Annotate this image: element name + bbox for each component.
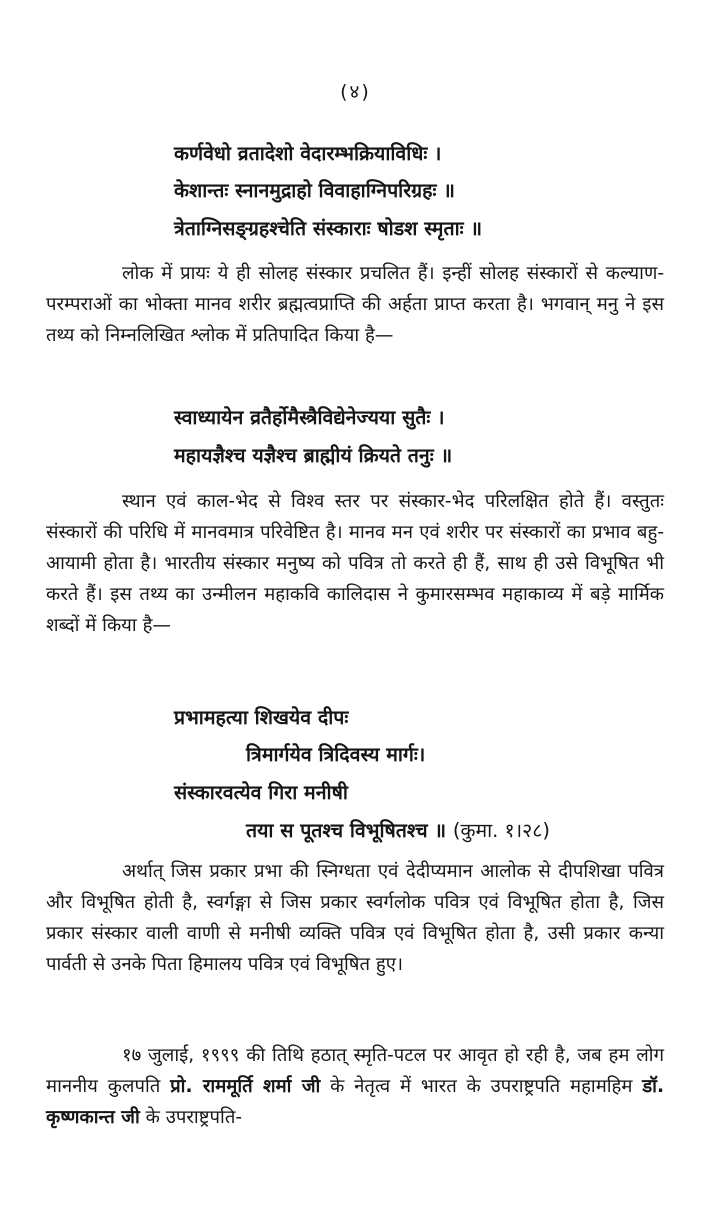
page-number: (४)	[340, 81, 371, 103]
verse3-line4-row	[246, 821, 550, 841]
verse3-line4: तया स पूतश्च विभूषितश्च ॥	[246, 819, 447, 842]
paragraph-4	[46, 1040, 664, 1133]
name-krishnakant: डॉ. कृष्णकान्त जी	[46, 1076, 664, 1128]
verse2-line1: स्वाध्यायेन व्रतैर्होमैस्त्रैविद्येनेज्यया सुतैः ।	[174, 406, 445, 429]
paragraph-4-text-1: १७ जुलाई, १९९९ की तिथि हठात् स्मृति-पटल पर आवृत हो रही है, जब हम लोग माननीय कुलपति	[46, 1045, 664, 1097]
paragraph-1: लोक में प्रायः ये ही सोलह संस्कार प्रचलित हैं। इन्हीं सोलह संस्कारों से कल्याण-परम्पराओं का भोक्ता मानव शरीर ब्रह्मत्वप्राप्ति की अर्हता प्राप्त करता है। भगवान् मनु ने इस तथ्य को निम्नलिखित श्लोक में प्रतिपादित किया है—	[46, 263, 664, 346]
paragraph-3: अर्थात् जिस प्रकार प्रभा की स्निग्धता एवं देदीप्यमान आलोक से दीपशिखा पवित्र और विभूषित होती है, स्वर्गङ्गा से जिस प्रकार स्वर्गलोक पवित्र एवं विभूषित होता है, जिस प्रकार संस्कार वाली वाणी से मनीषी व्यक्ति पवित्र एवं विभूषित होता है, उसी प्रकार कन्या पार्वती से उनके पिता हिमालय पवित्र एवं विभूषित हुए।	[46, 861, 664, 975]
verse3-line1: प्रभामहत्या शिखयेव दीपः	[174, 706, 349, 729]
verse1-line2: केशान्तः स्नानमुद्राहो विवाहाग्निपरिग्रहः ॥	[174, 179, 455, 202]
verse2-line2: महायज्ञैश्च यज्ञैश्च ब्राह्मीयं क्रियते तनुः ॥	[174, 444, 453, 467]
verse3-line3: संस्कारवत्येव गिरा मनीषी	[174, 781, 348, 804]
verse1-line3: त्रेताग्निसङ्ग्रहश्चेति संस्काराः षोडश स्मृताः ॥	[174, 217, 483, 240]
paragraph-2: स्थान एवं काल-भेद से विश्व स्तर पर संस्कार-भेद परिलक्षित होते हैं। वस्तुतः संस्कारों की परिधि में मानवमात्र परिवेष्टित है। मानव मन एवं शरीर पर संस्कारों का प्रभाव बहु-आयामी होता है। भारतीय संस्कार मनुष्य को पवित्र तो करते ही हैं, साथ ही उसे विभूषित भी करते हैं। इस तथ्य का उन्मीलन महाकवि कालिदास ने कुमारसम्भव महाकाव्य में बड़े मार्मिक शब्दों में किया है—	[46, 491, 664, 636]
verse-reference: (कुमा. १।२८)	[452, 819, 550, 842]
paragraph-4-text-2: के नेतृत्व में भारत के उपराष्ट्रपति महामहिम	[320, 1076, 643, 1097]
verse1-line1: कर्णवेधो व्रतादेशो वेदारम्भक्रियाविधिः ।	[174, 142, 442, 165]
paragraph-4-text-3: के उपराष्ट्रपति-	[139, 1107, 243, 1128]
name-ram-murti-sharma: प्रो. राममूर्ति शर्मा जी	[170, 1076, 321, 1097]
verse3-line2: त्रिमार्गयेव त्रिदिवस्य मार्गः।	[246, 743, 426, 766]
